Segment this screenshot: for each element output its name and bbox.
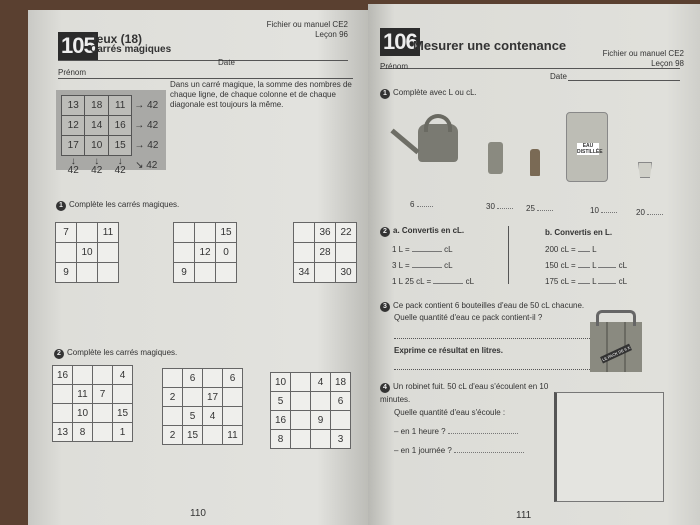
magic-square-cell[interactable]: [183, 388, 203, 407]
magic-square-cell[interactable]: [291, 373, 311, 392]
magic-square-cell[interactable]: [73, 366, 93, 385]
magic-square-cell[interactable]: [195, 263, 216, 283]
rule-text: Dans un carré magique, la somme des nombres de chaque ligne, de chaque colonne et de chaque diagonale est toujours la même.: [170, 80, 352, 109]
magic-square-4x4: [162, 368, 243, 445]
magic-square-cell[interactable]: [163, 407, 183, 426]
magic-square-cell: 36: [315, 223, 336, 243]
example-cell: 12: [62, 116, 85, 136]
magic-square-cell: 30: [336, 263, 357, 283]
magic-square-cell[interactable]: [56, 243, 77, 263]
bottle-image: [530, 149, 540, 176]
magic-square-cell: 22: [336, 223, 357, 243]
magic-square-cell[interactable]: [203, 426, 223, 445]
jerrycan-image: EAU DISTILLÉE: [566, 112, 608, 182]
lesson-number: 105: [58, 32, 98, 60]
example-cell: 18: [85, 96, 108, 116]
magic-square-cell[interactable]: [294, 243, 315, 263]
example-row: [62, 136, 161, 156]
ex3-section: 3 Ce pack contient 6 bouteilles d'eau de 50 cL chacune. Quelle quantité d'eau ce pack contient-il ? Exprime ce résultat en litres.: [380, 300, 590, 370]
magic-square-cell[interactable]: [93, 366, 113, 385]
ex1-heading: 1 Complète avec L ou cL.: [380, 88, 477, 99]
magic-square-cell: 9: [311, 411, 331, 430]
magic-square-cell: 8: [271, 430, 291, 449]
magic-square-cell: 2: [163, 388, 183, 407]
right-page: [368, 4, 700, 525]
example-magic-square: [56, 90, 166, 176]
lesson-title: Mesurer une contenance: [413, 38, 567, 53]
lesson-subtitle: Carrés magiques: [90, 44, 172, 55]
example-row: [62, 96, 161, 116]
magic-square-cell: 15: [113, 404, 133, 423]
ex1-heading: 1 Complète les carrés magiques.: [56, 200, 179, 211]
magic-square-cell: 18: [331, 373, 351, 392]
magic-square-cell: 17: [203, 388, 223, 407]
magic-square-cell: 7: [93, 385, 113, 404]
magic-square-cell[interactable]: [98, 243, 119, 263]
prenom-label: Prénom: [380, 62, 409, 71]
col-sum: ↓ 42: [67, 155, 79, 176]
lesson-title: Jeux (18): [90, 32, 143, 46]
magic-square-cell[interactable]: [216, 263, 237, 283]
water-pack-image: LE PACK DE 6 X: [590, 310, 642, 372]
source-label: Fichier ou manuel CE2: [266, 20, 348, 29]
conversion-row[interactable]: 200 cL = L: [545, 245, 597, 254]
lesson-number: 106: [380, 28, 420, 56]
magic-square-cell[interactable]: [291, 411, 311, 430]
example-cell: 14: [85, 116, 108, 136]
magic-square-cell[interactable]: [93, 404, 113, 423]
magic-square-cell[interactable]: [223, 407, 243, 426]
magic-square-cell: 16: [53, 366, 73, 385]
cup-image: [638, 162, 652, 178]
magic-square-cell[interactable]: [98, 263, 119, 283]
example-cell: 13: [62, 96, 85, 116]
magic-square-cell: 11: [223, 426, 243, 445]
example-cell: 16: [108, 116, 131, 136]
lesson-ref: Leçon 96: [315, 30, 348, 39]
conversion-row[interactable]: 1 L = cL: [392, 245, 453, 254]
magic-square-cell: 8: [73, 423, 93, 442]
magic-square-cell: 10: [271, 373, 291, 392]
magic-square-cell: 6: [331, 392, 351, 411]
example-row: [62, 116, 161, 136]
magic-square-cell: 5: [183, 407, 203, 426]
ex2-section: 2 a. Convertis en cL. b. Convertis en L. 1 L = cL 3 L = cL 1 L 25 cL = cL 200 cL = L 150 cL = L cL 175 cL = L cL: [380, 226, 680, 237]
magic-square-cell: 9: [174, 263, 195, 283]
col-sum: ↓ 42: [114, 155, 126, 176]
magic-square-3x3: [293, 222, 357, 283]
magic-square-3x3: [55, 222, 119, 283]
magic-square-cell[interactable]: [174, 243, 195, 263]
row-sum: → 42: [134, 120, 159, 131]
magic-square-cell: 15: [216, 223, 237, 243]
capacity-answer[interactable]: 20: [636, 208, 663, 217]
magic-square-cell: 6: [183, 369, 203, 388]
magic-square-cell: 13: [53, 423, 73, 442]
lesson-ref: Leçon 98: [651, 59, 684, 68]
magic-square-cell: 11: [98, 223, 119, 243]
answer-box[interactable]: [554, 392, 664, 502]
magic-square-cell: 1: [113, 423, 133, 442]
magic-square-cell: 7: [56, 223, 77, 243]
magic-square-cell: 16: [271, 411, 291, 430]
magic-square-cell[interactable]: [311, 430, 331, 449]
magic-square-cell: 4: [311, 373, 331, 392]
magic-square-cell[interactable]: [223, 388, 243, 407]
magic-square-cell: 10: [73, 404, 93, 423]
ex2-heading: 2 Complète les carrés magiques.: [54, 348, 177, 359]
watering-can-image: [388, 114, 458, 169]
magic-square-cell: 0: [216, 243, 237, 263]
magic-square-cell: 4: [203, 407, 223, 426]
magic-square-cell: 11: [73, 385, 93, 404]
magic-square-cell: 6: [223, 369, 243, 388]
example-cell: 11: [108, 96, 131, 116]
magic-square-cell: 4: [113, 366, 133, 385]
magic-square-cell[interactable]: [53, 385, 73, 404]
row-sum: → 42: [134, 100, 159, 111]
magic-square-cell: 28: [315, 243, 336, 263]
magic-square-cell[interactable]: [77, 223, 98, 243]
left-page: [28, 10, 368, 525]
diag-sum: ↘ 42: [135, 160, 158, 171]
magic-square-cell[interactable]: [291, 392, 311, 411]
magic-square-cell: 10: [77, 243, 98, 263]
can-image: [488, 142, 503, 174]
magic-square-cell[interactable]: [113, 385, 133, 404]
magic-square-cell[interactable]: [53, 404, 73, 423]
magic-square-cell[interactable]: [315, 263, 336, 283]
magic-square-cell: 12: [195, 243, 216, 263]
conversion-row[interactable]: 3 L = cL: [392, 261, 453, 270]
magic-square-cell[interactable]: [174, 223, 195, 243]
magic-square-cell: 5: [271, 392, 291, 411]
example-cell: 17: [62, 136, 85, 156]
capacity-answer[interactable]: 30: [486, 202, 513, 211]
magic-square-cell: 9: [56, 263, 77, 283]
capacity-answer[interactable]: 10: [590, 206, 617, 215]
magic-square-cell: 2: [163, 426, 183, 445]
magic-square-cell: 15: [183, 426, 203, 445]
magic-square-cell[interactable]: [336, 243, 357, 263]
magic-square-cell[interactable]: [163, 369, 183, 388]
ex4-section: 4 Un robinet fuit. 50 cL d'eau s'écoulent en 10 minutes. Quelle quantité d'eau s'écoule : – en 1 heure ? – en 1 journée ?: [380, 382, 549, 455]
magic-square-cell[interactable]: [311, 392, 331, 411]
row-sum: → 42: [134, 140, 159, 151]
date-label: Date: [218, 58, 235, 67]
magic-square-cell[interactable]: [331, 411, 351, 430]
example-cell: 10: [85, 136, 108, 156]
col-sum: ↓ 42: [91, 155, 103, 176]
capacity-answer[interactable]: 6: [410, 200, 433, 209]
conversion-row[interactable]: 150 cL = L cL: [545, 261, 628, 270]
example-cell: 15: [108, 136, 131, 156]
magic-square-cell[interactable]: [203, 369, 223, 388]
magic-square-3x3: [173, 222, 237, 283]
capacity-answer[interactable]: 25: [526, 204, 553, 213]
page-number: 111: [516, 510, 532, 521]
magic-square-cell[interactable]: [195, 223, 216, 243]
magic-square-cell[interactable]: [77, 263, 98, 283]
conversion-row[interactable]: 175 cL = L cL: [545, 277, 628, 286]
date-label: Date: [550, 72, 567, 81]
magic-square-cell: 3: [331, 430, 351, 449]
prenom-label: Prénom: [58, 68, 87, 77]
magic-square-cell[interactable]: [93, 423, 113, 442]
magic-square-4x4: [270, 372, 351, 449]
magic-square-cell[interactable]: [294, 223, 315, 243]
conversion-row[interactable]: 1 L 25 cL = cL: [392, 277, 475, 286]
magic-square-cell[interactable]: [291, 430, 311, 449]
magic-square-4x4: [52, 365, 133, 442]
magic-square-cell: 34: [294, 263, 315, 283]
source-label: Fichier ou manuel CE2: [602, 49, 684, 58]
page-number: 110: [190, 508, 206, 519]
